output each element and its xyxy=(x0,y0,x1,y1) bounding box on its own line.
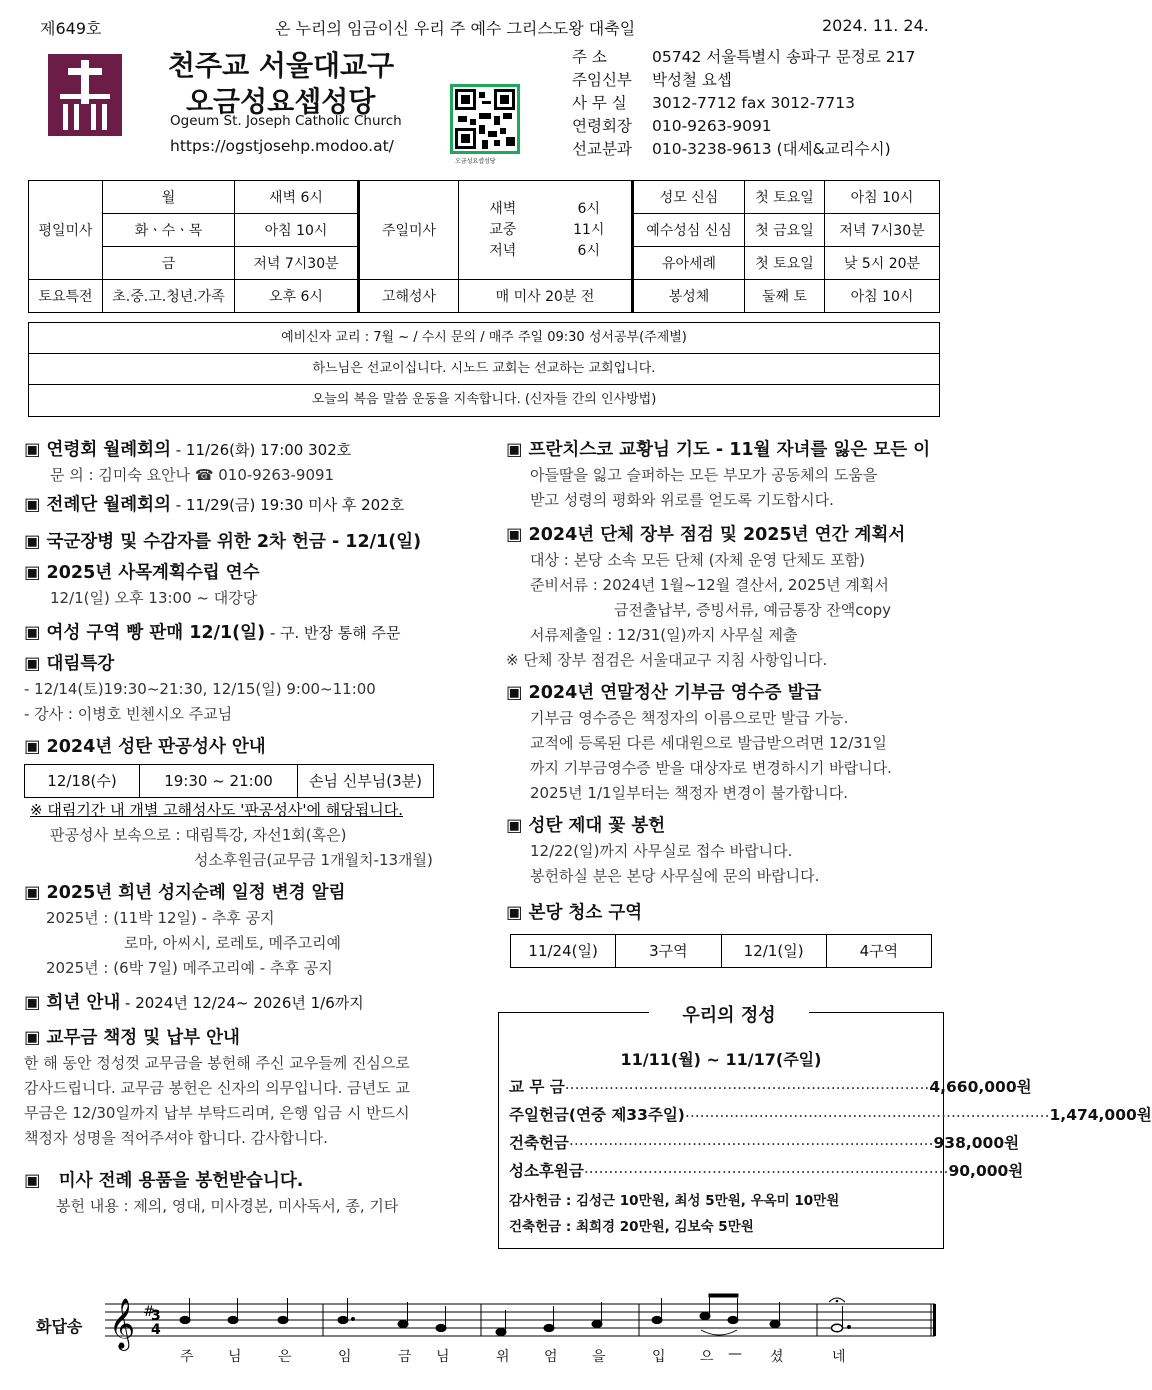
offering-row: 주일헌금(연중 제33주일) .......................................................................... 1,474,000원 xyxy=(509,1103,1152,1124)
schedule-time: 아침 10시 xyxy=(235,214,359,247)
right-column xyxy=(506,438,948,968)
devotion-name: 예수성심 신심 xyxy=(633,214,745,247)
offering-title: 우리의 정성 xyxy=(649,1001,809,1027)
section-heading: ▣ 2025년 희년 성지순례 일정 변경 알림 xyxy=(24,883,346,903)
saturday-mass-who: 초.중.고.청년.가족 xyxy=(103,280,235,313)
devotion-time: 아침 10시 xyxy=(825,181,940,214)
schedule-time: 새벽 6시 xyxy=(235,181,359,214)
section-text: 2025년 : (6박 7일) 메주고리예 - 추후 공지 xyxy=(46,959,333,977)
devotion-day: 첫 토요일 xyxy=(745,181,825,214)
cleaning-cell: 12/1(일) xyxy=(721,935,826,968)
section-heading: ▣ 2024년 연말정산 기부금 영수증 발급 xyxy=(506,683,822,703)
contact-key: 주 소 xyxy=(572,48,607,66)
lyric-syllable: 네 xyxy=(832,1349,846,1365)
mass-time: 6시 xyxy=(577,242,600,259)
feast-title: 온 누리의 임금이신 우리 주 예수 그리스도왕 대축일 xyxy=(275,19,636,38)
section-note: ※ 대림기간 내 개별 고해성사도 '판공성사'에 해당됩니다. xyxy=(30,801,403,819)
lyric-syllable: 님 xyxy=(228,1349,242,1365)
devotion-time: 아침 10시 xyxy=(825,280,940,313)
offering-row: 교 무 금 .......................................................................... 4,660,000원 xyxy=(509,1075,1032,1096)
issue-number: 제649호 xyxy=(40,19,102,38)
svg-text:3: 3 xyxy=(151,1308,161,1324)
mass-name: 저녁 xyxy=(489,242,517,259)
section-heading: ▣ 전례단 월례회의 - 11/29(금) 19:30 미사 후 202호 xyxy=(24,495,405,515)
section-text: 기부금 영수증은 책정자의 이름으로만 발급 가능. xyxy=(530,709,849,727)
section-text: 받고 성령의 평화와 위로를 얻도록 기도합시다. xyxy=(530,491,834,509)
treble-clef-icon: 𝄞 xyxy=(109,1298,136,1349)
devotion-time: 저녁 7시30분 xyxy=(825,214,940,247)
section-text: 금전출납부, 증빙서류, 예금통장 잔액copy xyxy=(614,601,892,619)
section-heading: ▣ 미사 전례 용품을 봉헌받습니다. xyxy=(24,1171,304,1191)
section-text: 2025년 1/1일부터는 책정자 변경이 불가합니다. xyxy=(530,784,848,802)
section-text: 교적에 등록된 다른 세대원으로 발급받으려면 12/31일 xyxy=(530,734,887,752)
lyric-syllable: 주 xyxy=(180,1349,194,1365)
lyric-syllable: 임 xyxy=(338,1349,352,1365)
mass-name: 새벽 xyxy=(489,200,517,217)
lyric-syllable: 으 xyxy=(700,1349,714,1365)
contact-key: 선교분과 xyxy=(572,140,632,158)
section-text: 12/22(일)까지 사무실로 접수 바랍니다. xyxy=(530,842,793,860)
section-text: 준비서류 : 2024년 1월~12월 결산서, 2025년 계획서 xyxy=(530,576,889,594)
bulletin-date: 2024. 11. 24. xyxy=(822,16,929,35)
mass-schedule-table xyxy=(28,180,940,313)
left-column xyxy=(24,438,484,1219)
contact-value: 010-3238-9613 (대세&교리수시) xyxy=(652,140,891,158)
section-text: 서류제출일 : 12/31(일)까지 사무실 제출 xyxy=(530,626,798,644)
contact-value: 05742 서울특별시 송파구 문정로 217 xyxy=(652,48,916,66)
confession-cell: 12/18(수) xyxy=(25,765,140,798)
devotion-day: 첫 토요일 xyxy=(745,247,825,280)
contact-info xyxy=(572,46,915,161)
contact-value: 010-9263-9091 xyxy=(652,117,772,135)
devotion-name: 유아세례 xyxy=(633,247,745,280)
confession-cell: 19:30 ~ 21:00 xyxy=(140,765,298,798)
lyric-syllable: 님 xyxy=(436,1349,450,1365)
section-text: - 강사 : 이병호 빈첸시오 주교님 xyxy=(24,705,233,723)
offering-row: 건축헌금 .......................................................................... 938,000원 xyxy=(509,1131,1020,1152)
cleaning-cell: 4구역 xyxy=(826,935,931,968)
parish-logo xyxy=(48,54,122,136)
offering-row: 성소후원금 .......................................................................... 90,000원 xyxy=(509,1159,1024,1180)
section-heading: ▣ 본당 청소 구역 xyxy=(506,903,643,923)
section-heading: ▣ 2025년 사목계획수립 연수 xyxy=(24,563,260,583)
sunday-mass-label: 주일미사 xyxy=(359,181,459,280)
qr-code[interactable] xyxy=(450,84,520,154)
section-text: 봉헌하실 분은 본당 사무실에 문의 바랍니다. xyxy=(530,867,820,885)
section-text: 감사드립니다. 교무금 봉헌은 신자의 의무입니다. 금년도 교 xyxy=(24,1079,410,1097)
section-text: 로마, 아씨시, 로레토, 메주고리예 xyxy=(124,934,341,952)
thanks-offering-note: 감사헌금 : 김성근 10만원, 최성 5만원, 우옥미 10만원 xyxy=(509,1193,840,1209)
lyric-syllable: 을 xyxy=(592,1349,606,1365)
section-text: 문 의 : 김미숙 요안나 ☎ 010-9263-9091 xyxy=(50,466,335,484)
section-heading: ▣ 연령회 월례회의 - 11/26(화) 17:00 302호 xyxy=(24,440,352,460)
building-offering-note: 건축헌금 : 최희경 20만원, 김보숙 5만원 xyxy=(509,1219,754,1235)
section-heading: ▣ 교무금 책정 및 납부 안내 xyxy=(24,1028,240,1048)
section-heading: ▣ 2024년 단체 장부 점검 및 2025년 연간 계획서 xyxy=(506,525,906,545)
section-text: 무금은 12/30일까지 납부 부탁드리며, 은행 입금 시 반드시 xyxy=(24,1104,410,1122)
section-text: 아들딸을 잃고 슬퍼하는 모든 부모가 공동체의 도움을 xyxy=(530,466,878,484)
devotion-day: 첫 금요일 xyxy=(745,214,825,247)
section-text: 한 해 동안 정성껏 교무금을 봉헌해 주신 교우들께 진심으로 xyxy=(24,1054,410,1072)
contact-key: 연령회장 xyxy=(572,117,632,135)
cleaning-zone-table xyxy=(510,934,932,968)
section-heading: ▣ 성탄 제대 꽃 봉헌 xyxy=(506,816,666,836)
section-text: 2025년 : (11박 12일) - 추후 공지 xyxy=(46,909,275,927)
section-note: ※ 단체 장부 점검은 서울대교구 지침 사항입니다. xyxy=(506,651,828,669)
cleaning-cell: 11/24(일) xyxy=(511,935,616,968)
sunday-mass-names xyxy=(459,181,547,280)
parish-name: 오금성요셉성당 xyxy=(186,85,376,118)
notice-line: 예비신자 교리 : 7월 ~ / 수시 문의 / 매주 주일 09:30 성서공부(주제별) xyxy=(29,323,939,354)
notice-box xyxy=(28,322,940,417)
psalm-label: 화답송 xyxy=(36,1317,83,1336)
parish-english-name: Ogeum St. Joseph Catholic Church xyxy=(170,113,402,129)
qr-code-icon xyxy=(455,89,515,149)
section-text: - 12/14(토)19:30~21:30, 12/15(일) 9:00~11:00 xyxy=(24,680,376,698)
offering-box xyxy=(498,1005,1152,1249)
contact-key: 사 무 실 xyxy=(572,94,627,112)
section-heading: ▣ 여성 구역 빵 판매 12/1(일) - 구. 반장 통해 주문 xyxy=(24,623,401,643)
contact-value: 3012-7712 fax 3012-7713 xyxy=(652,94,855,112)
lyric-syllable: 엄 xyxy=(544,1349,558,1365)
lyric-syllable: — xyxy=(728,1346,742,1362)
mass-time: 6시 xyxy=(577,200,600,217)
confession-schedule-table xyxy=(24,764,434,798)
lyric-syllable: 금 xyxy=(398,1349,412,1365)
offering-period: 11/11(월) ~ 11/17(주일) xyxy=(620,1050,822,1069)
section-text: 봉헌 내용 : 제의, 영대, 미사경본, 미사독서, 종, 기타 xyxy=(56,1197,399,1215)
section-text: 까지 기부금영수증 받을 대상자로 변경하시기 바랍니다. xyxy=(530,759,892,777)
schedule-day: 월 xyxy=(103,181,235,214)
lyric-syllable: 은 xyxy=(278,1349,292,1365)
schedule-time: 저녁 7시30분 xyxy=(235,247,359,280)
section-heading: ▣ 프란치스코 교황님 기도 - 11월 자녀를 잃은 모든 이 xyxy=(506,440,931,460)
section-text: 대상 : 본당 소속 모든 단체 (자체 운영 단체도 포함) xyxy=(530,551,865,569)
cleaning-cell: 3구역 xyxy=(616,935,721,968)
section-heading: ▣ 대림특강 xyxy=(24,654,115,674)
masthead xyxy=(0,14,958,40)
mass-time: 11시 xyxy=(573,221,605,238)
saturday-mass-label: 토요특전 xyxy=(29,280,103,313)
parish-website-link[interactable]: https://ogstjosehp.modoo.at/ xyxy=(170,137,394,155)
diocese-name: 천주교 서울대교구 xyxy=(168,49,395,82)
devotion-day: 둘째 토 xyxy=(745,280,825,313)
contact-value: 박성철 요셉 xyxy=(652,71,732,89)
confession-time: 매 미사 20분 전 xyxy=(459,280,633,313)
sunday-mass-times xyxy=(547,181,633,280)
lyric-syllable: 셨 xyxy=(770,1349,784,1365)
section-text: 성소후원금(교무금 1개월치-13개월) xyxy=(194,851,433,869)
schedule-day: 화ㆍ수ㆍ목 xyxy=(103,214,235,247)
section-text: 12/1(일) 오후 13:00 ~ 대강당 xyxy=(50,589,258,607)
saturday-mass-time: 오후 6시 xyxy=(235,280,359,313)
svg-text:4: 4 xyxy=(151,1322,161,1338)
cross-logo-icon xyxy=(48,54,122,136)
section-heading: ▣ 국군장병 및 수감자를 위한 2차 헌금 - 12/1(일) xyxy=(24,532,422,552)
devotion-name: 봉성체 xyxy=(633,280,745,313)
schedule-day: 금 xyxy=(103,247,235,280)
contact-key: 주임신부 xyxy=(572,71,632,89)
section-text: 판공성사 보속으로 : 대림특강, 자선1회(혹은) xyxy=(50,826,347,844)
qr-caption: 오금성요셉성당 xyxy=(455,158,496,165)
psalm-music-staff xyxy=(105,1294,945,1348)
section-heading: ▣ 희년 안내 - 2024년 12/24~ 2026년 1/6까지 xyxy=(24,993,364,1013)
notice-line: 하느님은 선교이십니다. 시노드 교회는 선교하는 교회입니다. xyxy=(29,354,939,385)
section-heading: ▣ 2024년 성탄 판공성사 안내 xyxy=(24,737,266,757)
devotion-time: 낮 5시 20분 xyxy=(825,247,940,280)
svg-text:#: # xyxy=(143,1304,155,1320)
confession-label: 고해성사 xyxy=(359,280,459,313)
lyric-syllable: 입 xyxy=(652,1349,666,1365)
confession-cell: 손님 신부님(3분) xyxy=(298,765,434,798)
devotion-name: 성모 신심 xyxy=(633,181,745,214)
lyric-syllable: 위 xyxy=(496,1349,510,1365)
weekday-mass-label: 평일미사 xyxy=(29,181,103,280)
section-text: 책정자 성명을 적어주셔야 합니다. 감사합니다. xyxy=(24,1129,328,1147)
mass-name: 교중 xyxy=(489,221,517,238)
notice-line: 오늘의 복음 말씀 운동을 지속합니다. (신자들 간의 인사방법) xyxy=(311,392,657,407)
